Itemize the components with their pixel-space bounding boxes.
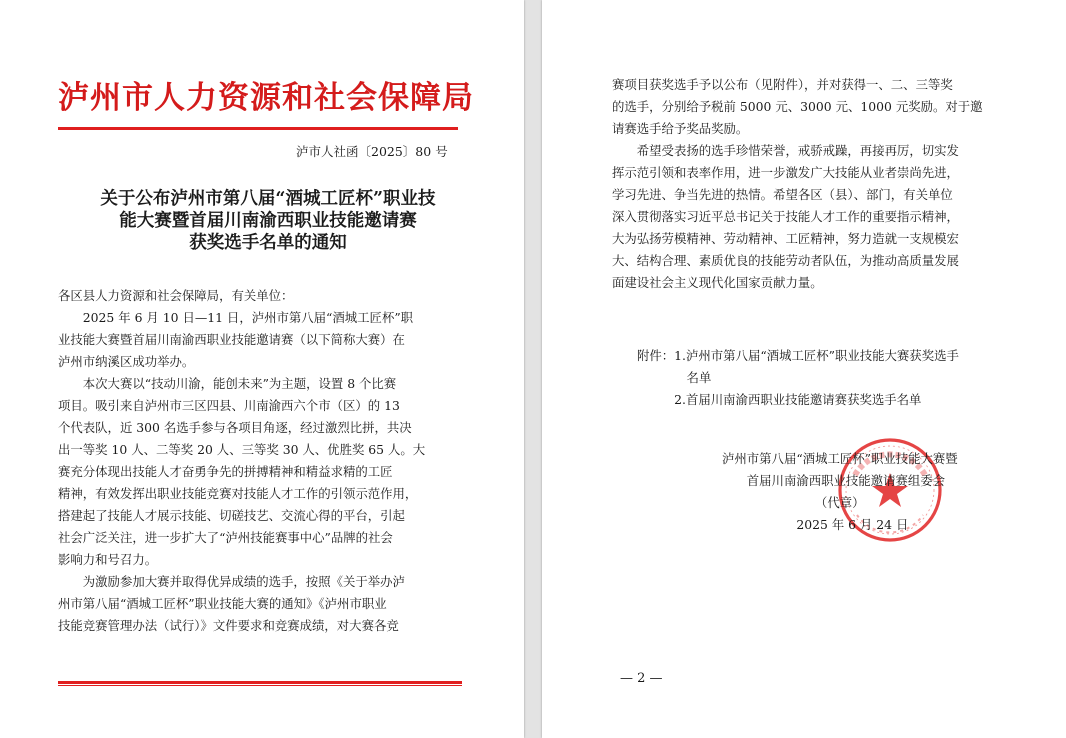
notice-title — [58, 188, 478, 254]
body-line: 搭建起了技能人才展示技能、切磋技艺、交流心得的平台，引起 — [58, 508, 405, 523]
body-line: 泸州市纳溪区成功举办。 — [58, 354, 195, 369]
page-number: — 2 — — [620, 671, 663, 686]
body-line: 挥示范引领和表率作用，进一步激发广大技能从业者崇尚先进， — [612, 165, 959, 180]
body-line: 深入贯彻落实习近平总书记关于技能人才工作的重要指示精神， — [612, 209, 959, 224]
body-line: 业技能大赛暨首届川南渝西职业技能邀请赛（以下简称大赛）在 — [58, 332, 405, 347]
document-page-right — [542, 0, 1066, 738]
body-line: 各区县人力资源和社会保障局，有关单位： — [58, 288, 294, 303]
footer-red-divider — [58, 681, 462, 684]
body-line: 大为弘扬劳模精神、劳动精神、工匠精神，努力造就一支规模宏 — [612, 231, 959, 246]
body-line: 2025 年 6 月 10 日—11 日，泸州市第八届“酒城工匠杯”职 — [58, 310, 414, 325]
body-line: 赛项目获奖选手予以公布（见附件），并对获得一、二、三等奖 — [612, 77, 953, 92]
attachment-item: 2.首届川南渝西职业技能邀请赛获奖选手名单 — [637, 392, 922, 407]
document-page-left — [0, 0, 524, 738]
document-number: 泸市人社函〔2025〕80 号 — [296, 144, 448, 159]
body-line: 面建设社会主义现代化国家贡献力量。 — [612, 275, 823, 290]
body-line: 个代表队，近 300 名选手参与各项目角逐，经过激烈比拼，共决 — [58, 420, 412, 435]
body-line: 为激励参加大赛并取得优异成绩的选手，按照《关于举办泸 — [58, 574, 405, 589]
signature-line: 首届川南渝西职业技能邀请赛组委会 — [722, 473, 946, 488]
attachments-list — [637, 344, 1037, 410]
header-red-divider — [58, 127, 458, 130]
issuer-header-title: 泸州市人力资源和社会保障局 — [58, 80, 474, 116]
body-line: 学习先进、争当先进的热情。希望各区（县）、部门，有关单位 — [612, 187, 953, 202]
body-line: 赛充分体现出技能人才奋勇争先的拼搏精神和精益求精的工匠 — [58, 464, 393, 479]
body-line: 的选手，分别给予税前 5000 元、3000 元、1000 元奖励。对于邀 — [612, 99, 983, 114]
body-line: 技能竞赛管理办法（试行）》文件要求和竞赛成绩，对大赛各竞 — [58, 618, 399, 633]
attachment-item: 名单 — [637, 370, 712, 385]
notice-title-line: 能大赛暨首届川南渝西职业技能邀请赛 — [119, 211, 417, 231]
notice-title-line: 获奖选手名单的通知 — [189, 233, 347, 253]
body-line: 出一等奖 10 人、二等奖 20 人、三等奖 30 人、优胜奖 65 人。大 — [58, 442, 426, 457]
body-line: 请赛选手给予奖品奖励。 — [612, 121, 749, 136]
left-body-text — [58, 285, 468, 637]
footer-red-divider-thin — [58, 685, 462, 686]
body-line: 希望受表扬的选手珍惜荣誉，戒骄戒躁，再接再厉，切实发 — [612, 143, 959, 158]
signature-date: 2025 年 6 月 24 日 — [722, 517, 909, 532]
attachment-item: 附件：1.泸州市第八届“酒城工匠杯”职业技能大赛获奖选手 — [637, 348, 959, 363]
body-line: 本次大赛以“技动川渝，能创未来”为主题，设置 8 个比赛 — [58, 376, 397, 391]
body-line: 精神，有效发挥出职业技能竞赛对技能人才工作的引领示范作用， — [58, 486, 418, 501]
notice-title-line: 关于公布泸州市第八届“酒城工匠杯”职业技 — [100, 189, 436, 209]
right-body-text — [612, 74, 1017, 294]
signature-line: （代章） — [722, 495, 865, 510]
body-line: 影响力和号召力。 — [58, 552, 158, 567]
signature-block — [722, 446, 1022, 534]
body-line: 项目。吸引来自泸州市三区四县、川南渝西六个市（区）的 13 — [58, 398, 400, 413]
body-line: 大、结构合理、素质优良的技能劳动者队伍，为推动高质量发展 — [612, 253, 959, 268]
body-line: 社会广泛关注，进一步扩大了“泸州技能赛事中心”品牌的社会 — [58, 530, 393, 545]
signature-line: 泸州市第八届“酒城工匠杯”职业技能大赛暨 — [722, 451, 958, 466]
body-line: 州市第八届“酒城工匠杯”职业技能大赛的通知》《泸州市职业 — [58, 596, 387, 611]
